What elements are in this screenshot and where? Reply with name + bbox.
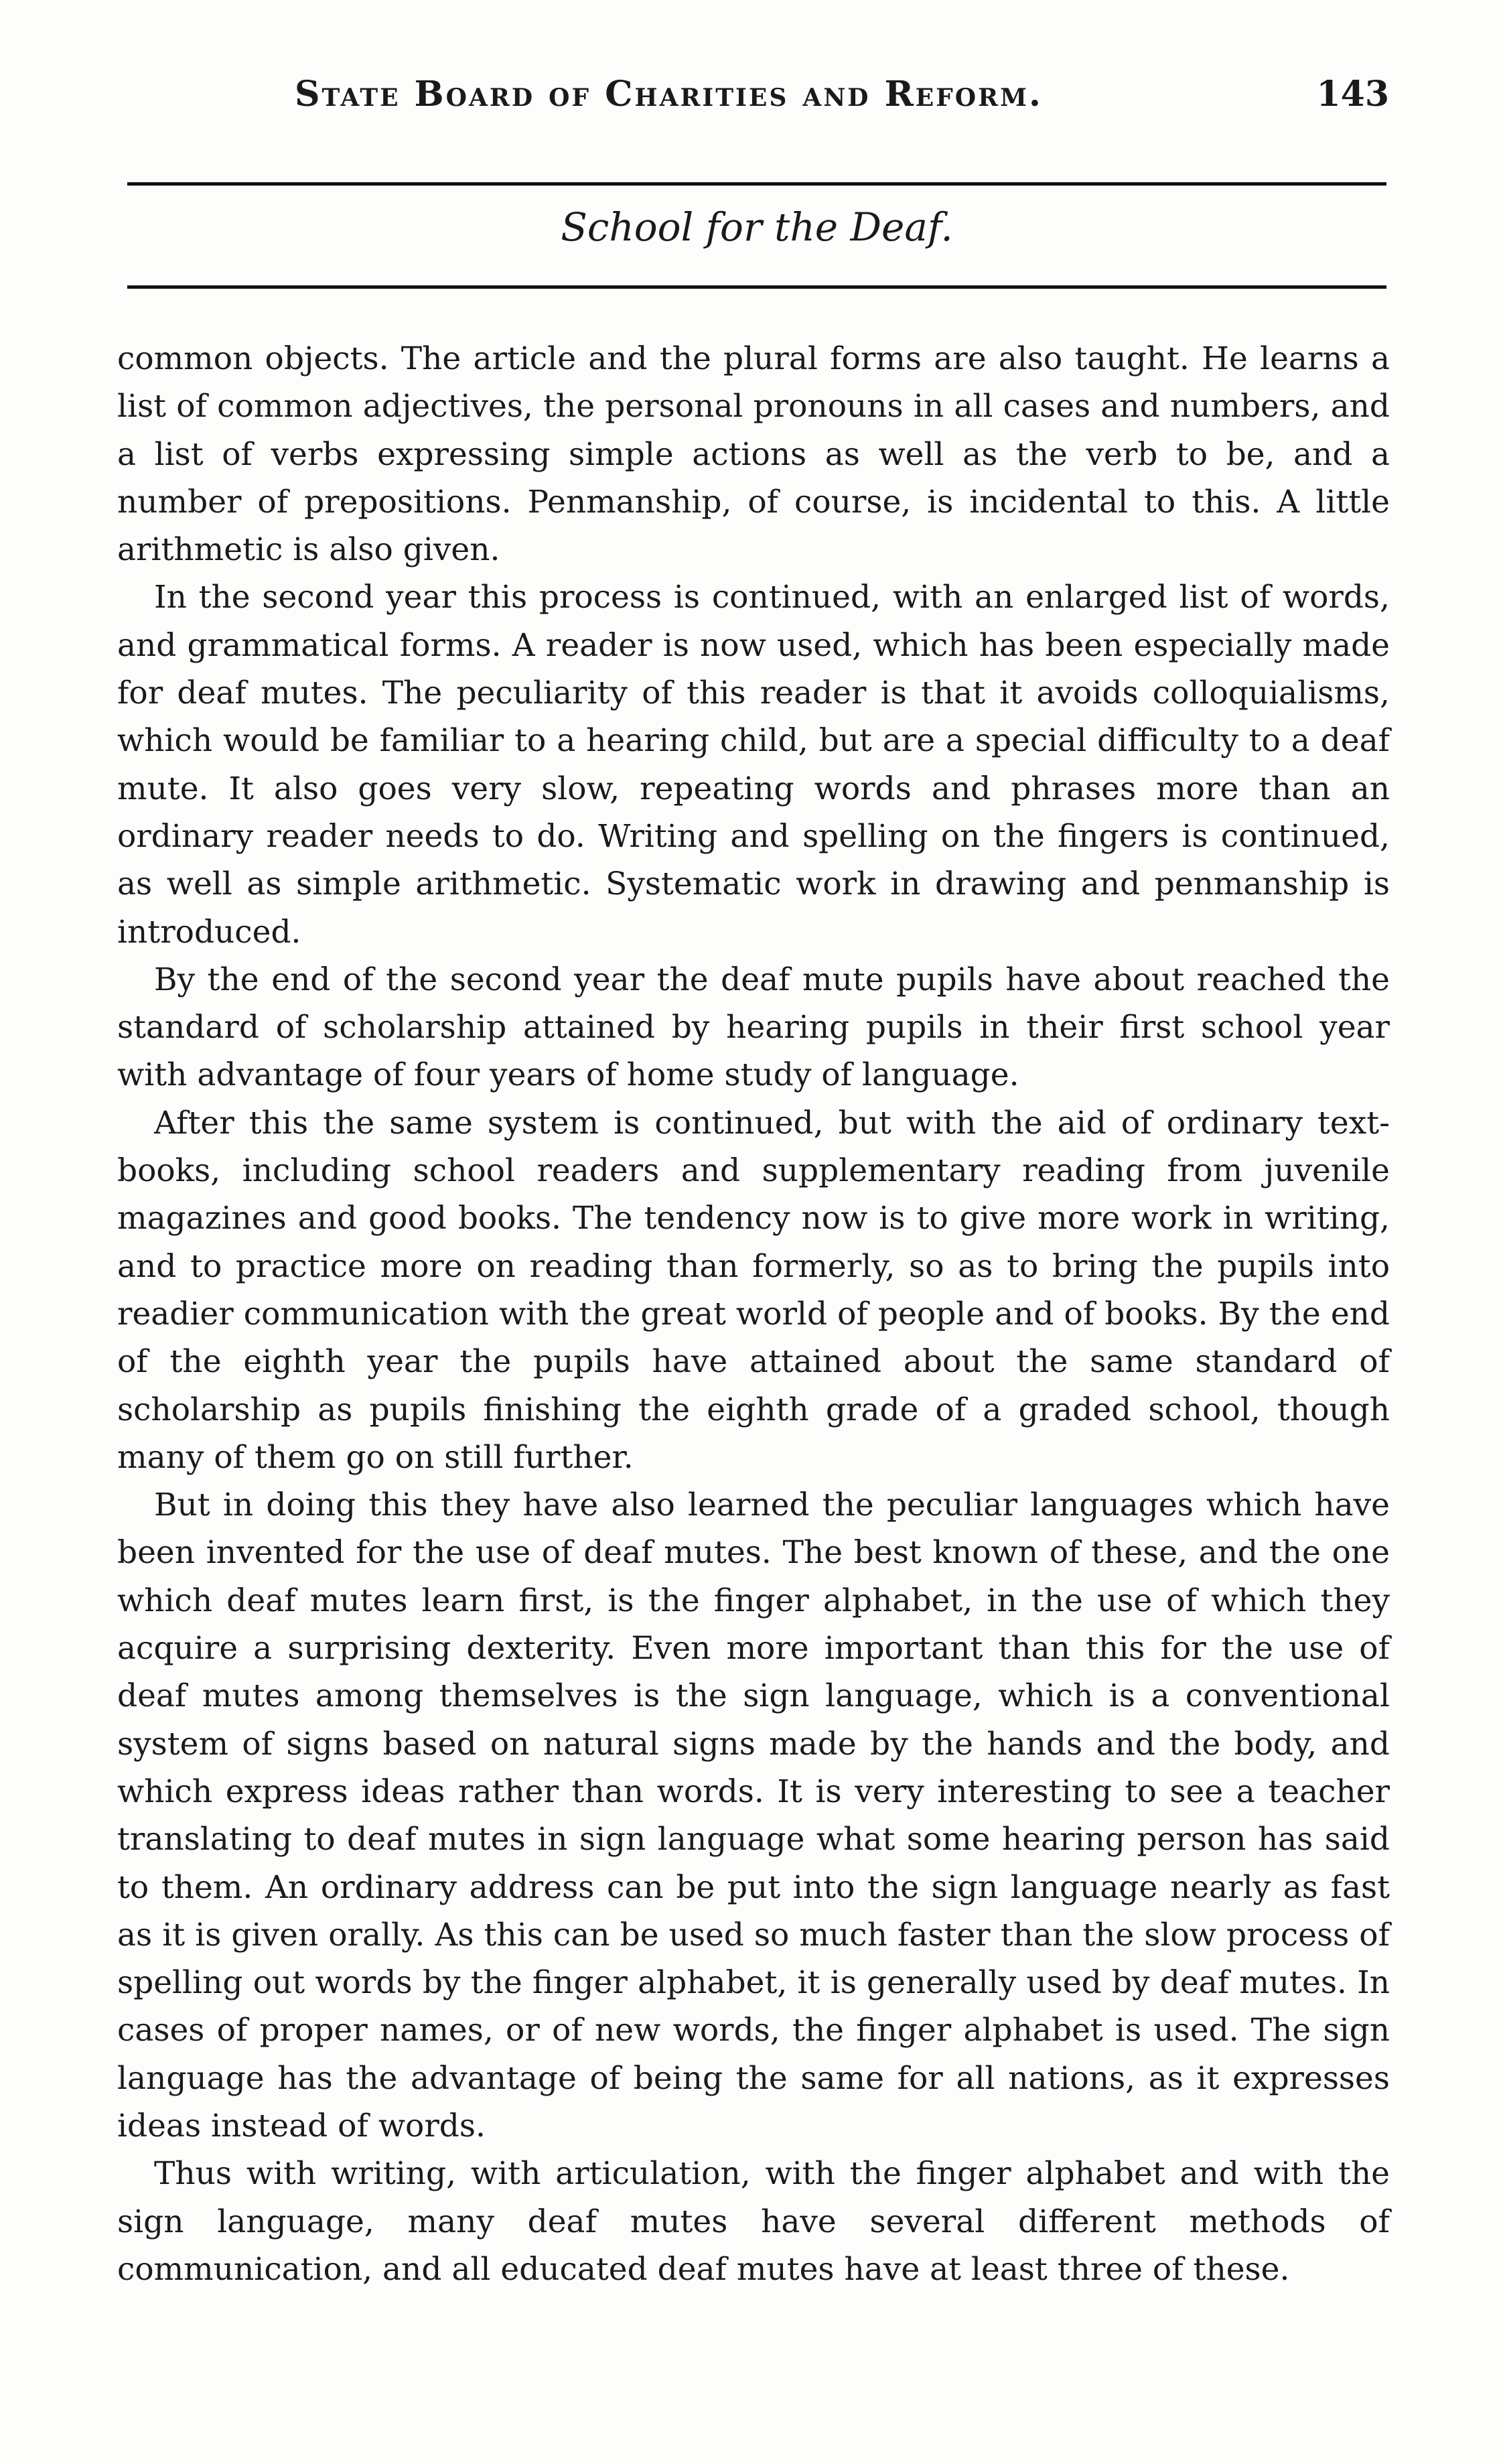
paragraph: In the second year this process is continued, with an enlarged list of words, and grammatical forms. A reader is now used, which has been especially made for deaf mutes. The peculiarity of this reader is that it avoids colloquialisms, which would be familiar to a hearing child, but are a special difficulty to a deaf mute. It also goes very slow, repeating words and phrases more than an ordinary reader needs to do. Writing and spelling on the fingers is continued, as well as simple arithmetic. Systematic work in drawing and penmanship is introduced. — [117, 579, 1390, 951]
page-number: 143 — [1316, 74, 1389, 115]
section-title: School for the Deaf. — [561, 204, 953, 250]
paragraph: Thus with writing, with articulation, with the finger alphabet and with the sign language, many deaf mutes have several different methods of communication, and all educated deaf mutes have at least three of these. — [117, 2155, 1390, 2288]
running-head — [127, 74, 1396, 127]
paragraph: But in doing this they have also learned the peculiar languages which have been invented for the use of deaf mutes. The best known of these, and the one which deaf mutes learn first, is the finger alphabet, in the use of which they acquire a surprising dexterity. Even more important than this for the use of deaf mutes among themselves is the sign language, which is a conventional system of signs based on natural signs made by the hands and the body, and which express ideas rather than words. It is very interesting to see a teacher translating to deaf mutes in sign language what some hearing person has said to them. An ordinary address can be put into the sign language nearly as fast as it is given orally. As this can be used so much faster than the slow process of spelling out words by the finger alphabet, it is generally used by deaf mutes. In cases of proper names, or of new words, the finger alphabet is used. The sign language has the advantage of being the same for all nations, as it expresses ideas instead of words. — [117, 1487, 1390, 2144]
paragraph: By the end of the second year the deaf mute pupils have about reached the standard of scholarship attained by hearing pupils in their first school year with advantage of four years of home study of language. — [117, 961, 1390, 1094]
body-text — [117, 335, 1390, 2293]
top-rule — [127, 182, 1386, 186]
bottom-rule — [127, 285, 1386, 289]
paragraph: common objects. The article and the plural forms are also taught. He learns a list of common adjectives, the personal pronouns in all cases and numbers, and a list of verbs expressing simple actions as well as the verb to be, and a number of prepositions. Penmanship, of course, is incidental to this. A little arithmetic is also given. — [117, 340, 1390, 569]
paragraph: After this the same system is continued, but with the aid of ordinary text-books, including school readers and supplementary reading from juvenile magazines and good books. The tendency now is to give more work in writing, and to practice more on reading than formerly, so as to bring the pupils into readier communication with the great world of people and of books. By the end of the eighth year the pupils have attained about the same standard of scholarship as pupils finishing the eighth grade of a graded school, though many of them go on still further. — [117, 1104, 1390, 1476]
running-title: State Board of Charities and Reform. — [295, 74, 1044, 115]
